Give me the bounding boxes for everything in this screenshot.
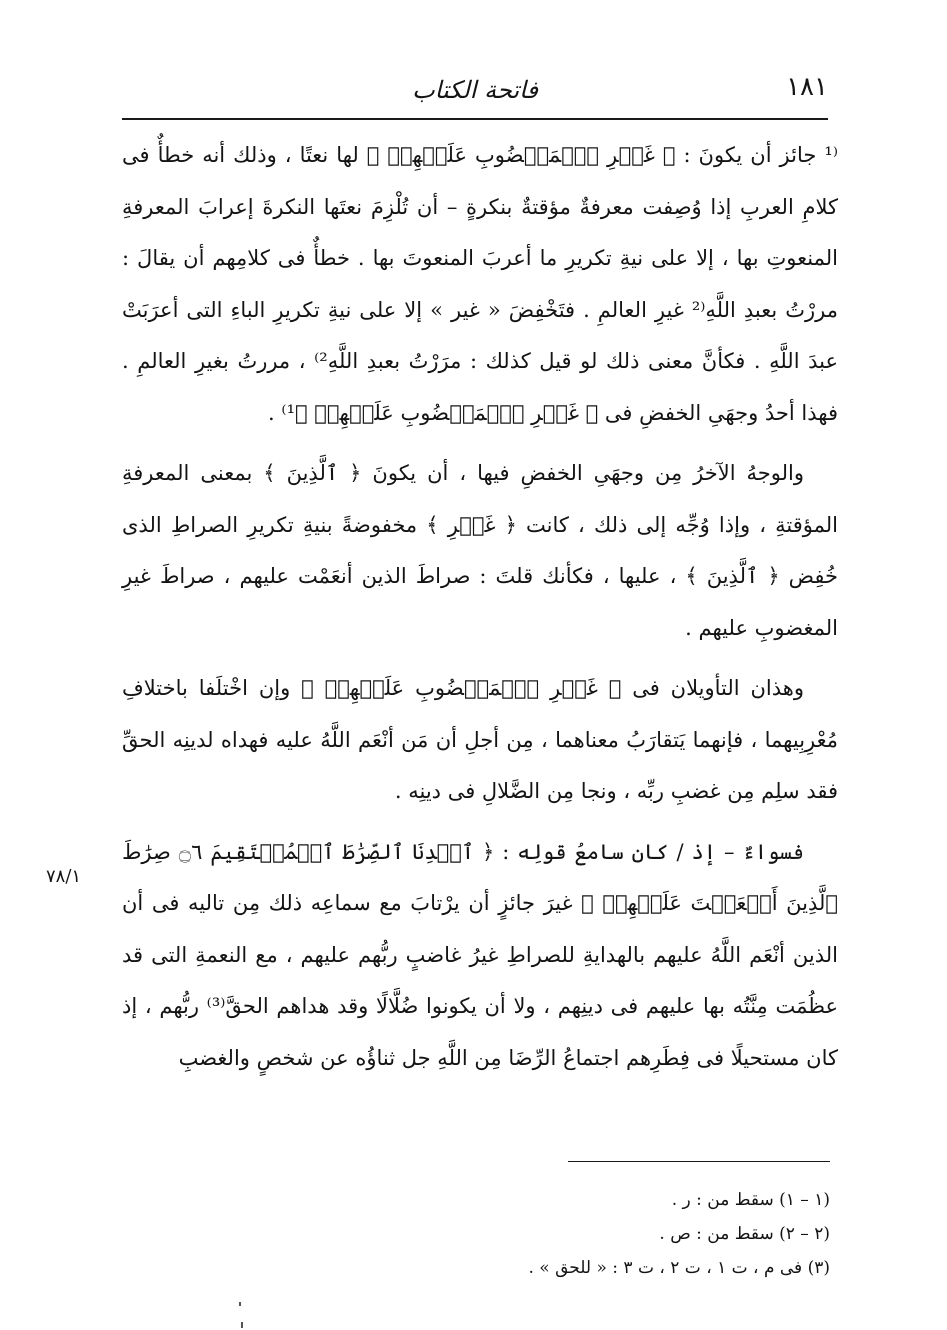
margin-folio-note: ٧٨/١ bbox=[46, 866, 82, 887]
paragraph: ⁽¹ جائز أن يكونَ : ﴿ غَيۡرِ ٱلۡمَغۡضُوبِ عَلَيۡهِمۡ ﴾ لها نعتًا ، وذلك أنه خطأٌ فى كلامِ العربِ إذا وُصِفت معرفةٌ مؤقتةٌ بنكرةٍ – أن تُلْزِمَ نعتَها النكرةَ إعرابَ المعرفةِ المنعوتِ بها ، إلا على نيةِ تكريرِ ما أعربَ المنعوتَ بها . خطأٌ فى كلامِهم أن يقالَ : مررْتُ بعبدِ اللَّهِ⁽² غيرِ العالمِ . فتَخْفِضَ « غير » إلا على نيةِ تكريرِ الباءِ التى أعرَبَتْ عبدَ اللَّهِ . فكأنَّ معنى ذلك لو قيل كذلك : مرَرْتُ بعبدِ اللَّهِ²⁾ ، مررتُ بغيرِ العالمِ . فهذا أحدُ وجهَىِ الخفضِ فى ﴿ غَيۡرِ ٱلۡمَغۡضُوبِ عَلَيۡهِمۡ ﴾¹⁾ . bbox=[122, 143, 838, 425]
body-text bbox=[122, 130, 838, 1084]
footnote-separator bbox=[568, 1161, 830, 1162]
footnotes bbox=[320, 1183, 830, 1285]
running-title: فاتحة الكتاب bbox=[412, 76, 538, 104]
footnote: (٣) فى م ، ت ١ ، ت ٢ ، ت ٣ : « للحق » . bbox=[528, 1258, 830, 1278]
scan-mark bbox=[239, 1302, 241, 1306]
footnote: (٢ – ٢) سقط من : ص . bbox=[659, 1224, 830, 1244]
scan-mark bbox=[241, 1322, 243, 1328]
page-header bbox=[122, 66, 828, 112]
paragraph: فسواءٌ – إذ / كان سامعُ قولِه : ﴿ ٱهۡدِنَا ٱلصِّرَٰطَ ٱلۡمُسۡتَقِيمَ ۝٦ صِرَٰطَ ٱلَّذِينَ أَنۡعَمۡتَ عَلَيۡهِمۡ ﴾ غيرَ جائزٍ أن يرْتابَ مع سماعِه ذلك مِن تاليه فى أن الذين أنْعَم اللَّهُ عليهم بالهدايةِ للصراطِ غيرُ غاضبٍ ربُّهم عليهم ، مع النعمةِ التى قد عظُمَت مِنَّتُه بها عليهم فى دينِهم ، ولا أن يكونوا ضُلَّالًا وقد هداهم الحقَّ⁽³⁾ ربُّهم ، إذ كان مستحيلًا فى فِطَرِهم اجتماعُ الرِّضَا مِن اللَّهِ جل ثناؤُه عن شخصٍ والغضبِ bbox=[122, 839, 839, 1070]
paragraph: وهذان التأويلان فى ﴿ غَيۡرِ ٱلۡمَغۡضُوبِ عَلَيۡهِمۡ ﴾ وإن اخْتلَفا باختلافِ مُعْرِبِيهما ، فإنهما يَتقارَبُ معناهما ، مِن أجلِ أن مَن أنْعَم اللَّهُ عليه فهداه لدينِه الحقِّ فقد سلِم مِن غضبِ ربِّه ، ونجا مِن الضَّلالِ فى دينِه . bbox=[122, 676, 838, 803]
paragraph: والوجهُ الآخرُ مِن وجهَىِ الخفضِ فيها ، أن يكونَ ﴿ ٱلَّذِينَ ﴾ بمعنى المعرفةِ المؤقتةِ ، وإذا وُجِّه إلى ذلك ، كانت ﴿ غَيۡرِ ﴾ مخفوضةً بنيةِ تكريرِ الصراطِ الذى خُفِض ﴿ ٱلَّذِينَ ﴾ ، عليها ، فكأنك قلتَ : صراطَ الذين أنعَمْت عليهم ، صراطَ غيرِ المغضوبِ عليهم . bbox=[122, 461, 838, 640]
header-rule bbox=[122, 118, 828, 120]
footnote: (١ – ١) سقط من : ر . bbox=[671, 1190, 830, 1210]
page-number: ١٨١ bbox=[786, 72, 828, 102]
